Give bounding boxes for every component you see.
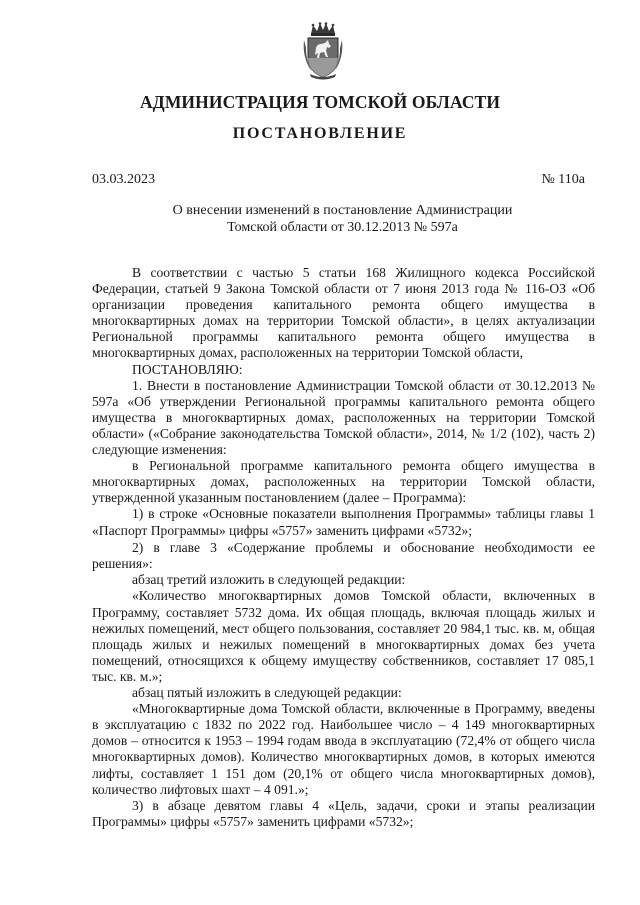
body-paragraph: абзац пятый изложить в следующей редакции: [132, 685, 402, 701]
body-paragraph: «Количество многоквартирных домов Томской области, включенных в Программу, составляет 5732 дома. Их общая площадь, включая площадь жилых и нежилых помещений, мест общего пользования, составляет 20 984,1 тыс. кв. м, общая площадь жилых и нежилых помещений в многоквартирных домах без учета помещений, относящихся к общему имуществу собственников, составляет 17 085,1 тыс. кв. м.»; [92, 588, 595, 684]
organization-title: АДМИНИСТРАЦИЯ ТОМСКОЙ ОБЛАСТИ [139, 92, 501, 112]
body-paragraph: в Региональной программе капитального ремонта общего имущества в многоквартирных домах, расположенных на территории Томской области, утвержденной указанным постановлением (далее – Программа): [92, 458, 595, 506]
resolution-keyword: ПОСТАНОВЛЯЮ: [132, 361, 243, 377]
body-paragraph: 3) в абзаце девятом главы 4 «Цель, задачи, сроки и этапы реализации Программы» цифры «5757» заменить цифрами «5732»; [92, 797, 595, 829]
body-paragraph: абзац третий изложить в следующей редакции: [132, 572, 406, 588]
document-subject [120, 202, 565, 236]
document-type: ПОСТАНОВЛЕНИЕ [232, 125, 408, 142]
subject-line: Томской области от 30.12.2013 № 597а [227, 220, 458, 235]
body-paragraph: 1. Внести в постановление Администрации Томской области от 30.12.2013 № 597а «Об утверждении Региональной программы капитального ремонта общего имущества в многоквартирных домах, расположенных на территории Томской области» («Собрание законодательства Томской области», 2014, № 1/2 (102), часть 2) следующие изменения: [92, 377, 595, 458]
body-paragraph: В соответствии с частью 5 статьи 168 Жилищного кодекса Российской Федерации, статьей 9 Закона Томской области от 7 июня 2013 года № 116-ОЗ «Об организации проведения капитального ремонта общего имущества в многоквартирных домах на территории Томской области», в целях актуализации Региональной программы капитального ремонта общего имущества в многоквартирных домах, расположенных на территории Томской области, [92, 265, 595, 361]
body-paragraph: «Многоквартирные дома Томской области, включенные в Программу, введены в эксплуатацию с 1832 по 2022 год. Наибольшее число – 4 149 многоквартирных домов – относится к 1953 – 1994 годам ввода в эксплуатацию (72,4% от общего числа многоквартирных домов). Количество многоквартирных домов, в которых имеются лифты, составляет 1 151 дом (20,1% от общего числа многоквартирных домов), количество лифтовых шахт – 4 091.»; [92, 701, 595, 797]
document-number: № 110а [541, 172, 585, 187]
body-paragraph: 2) в главе 3 «Содержание проблемы и обоснование необходимости ее решения»: [92, 540, 595, 572]
tomsk-region-coat-of-arms-icon [302, 22, 344, 80]
body-paragraph: 1) в строке «Основные показатели выполнения Программы» таблицы главы 1 «Паспорт Программы» цифры «5757» заменить цифрами «5732»; [92, 506, 595, 538]
document-body [92, 265, 595, 830]
subject-line: О внесении изменений в постановление Администрации [172, 203, 513, 218]
document-date: 03.03.2023 [92, 172, 155, 187]
